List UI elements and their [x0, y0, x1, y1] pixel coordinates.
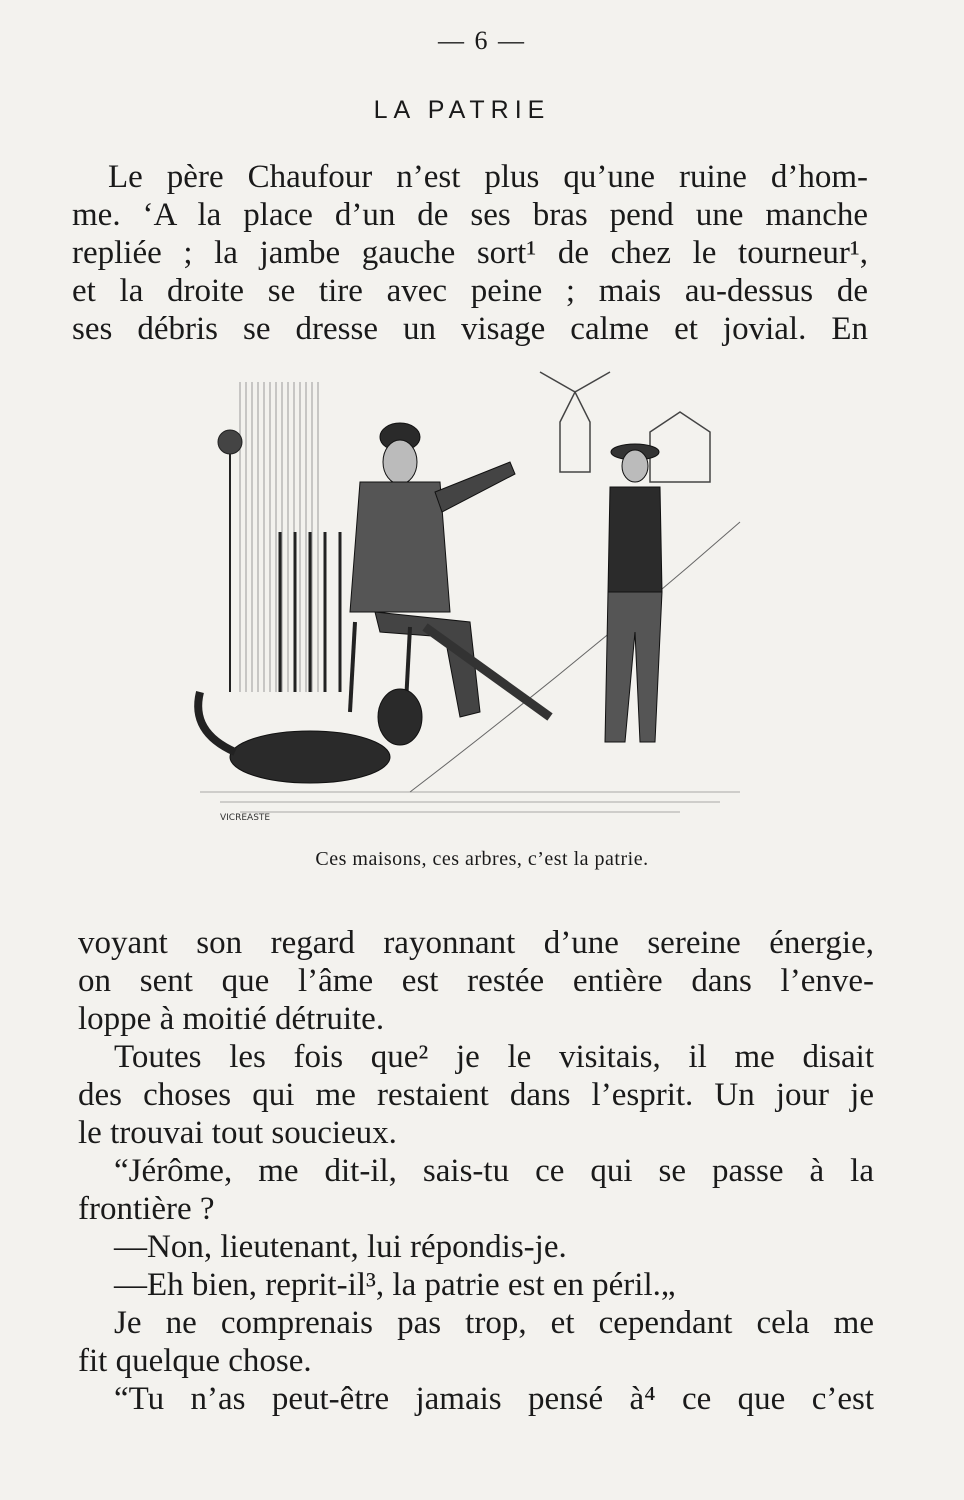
- chapter-title: LA PATRIE: [373, 96, 551, 124]
- text-line: le trouvai tout soucieux.: [78, 1115, 397, 1151]
- text-line: des choses qui me restaient dans l’esprit. Un jour je: [78, 1077, 874, 1113]
- text-line: et la droite se tire avec peine ; mais au-dessus de: [72, 273, 868, 309]
- text-line: “Jérôme, me dit-il, sais-tu ce qui se passe à la: [114, 1153, 874, 1189]
- text-line: me. ‘A la place d’un de ses bras pend une manche: [72, 197, 868, 233]
- text-line: ses débris se dresse un visage calme et jovial. En: [72, 311, 868, 347]
- text-line: fit quelque chose.: [78, 1343, 312, 1379]
- text-line: —Eh bien, reprit-il³, la patrie est en péril.„: [114, 1267, 676, 1303]
- text-line: voyant son regard rayonnant d’une sereine énergie,: [78, 925, 874, 961]
- illustration-signature: VICREASTE: [220, 813, 271, 822]
- text-line: —Non, lieutenant, lui répondis-je.: [114, 1229, 567, 1265]
- text-line: Toutes les fois que² je le visitais, il me disait: [114, 1039, 874, 1075]
- text-line: Je ne comprenais pas trop, et cependant cela me: [114, 1305, 874, 1341]
- text-line: on sent que l’âme est restée entière dans l’enve-: [78, 963, 874, 999]
- text-line: Le père Chaufour n’est plus qu’une ruine d’hom-: [108, 159, 868, 195]
- illustration-caption: Ces maisons, ces arbres, c’est la patrie.: [315, 848, 649, 870]
- text-line: “Tu n’as peut-être jamais pensé à⁴ ce que c’est: [114, 1381, 874, 1417]
- text-line: repliée ; la jambe gauche sort¹ de chez le tourneur¹,: [72, 235, 868, 271]
- engraving-illustration: [180, 362, 780, 822]
- paragraph-2: [78, 924, 874, 1418]
- text-line: frontière ?: [78, 1191, 215, 1227]
- page-number: — 6 —: [438, 26, 526, 55]
- paragraph-1: [72, 158, 868, 348]
- text-line: loppe à moitié détruite.: [78, 1001, 385, 1037]
